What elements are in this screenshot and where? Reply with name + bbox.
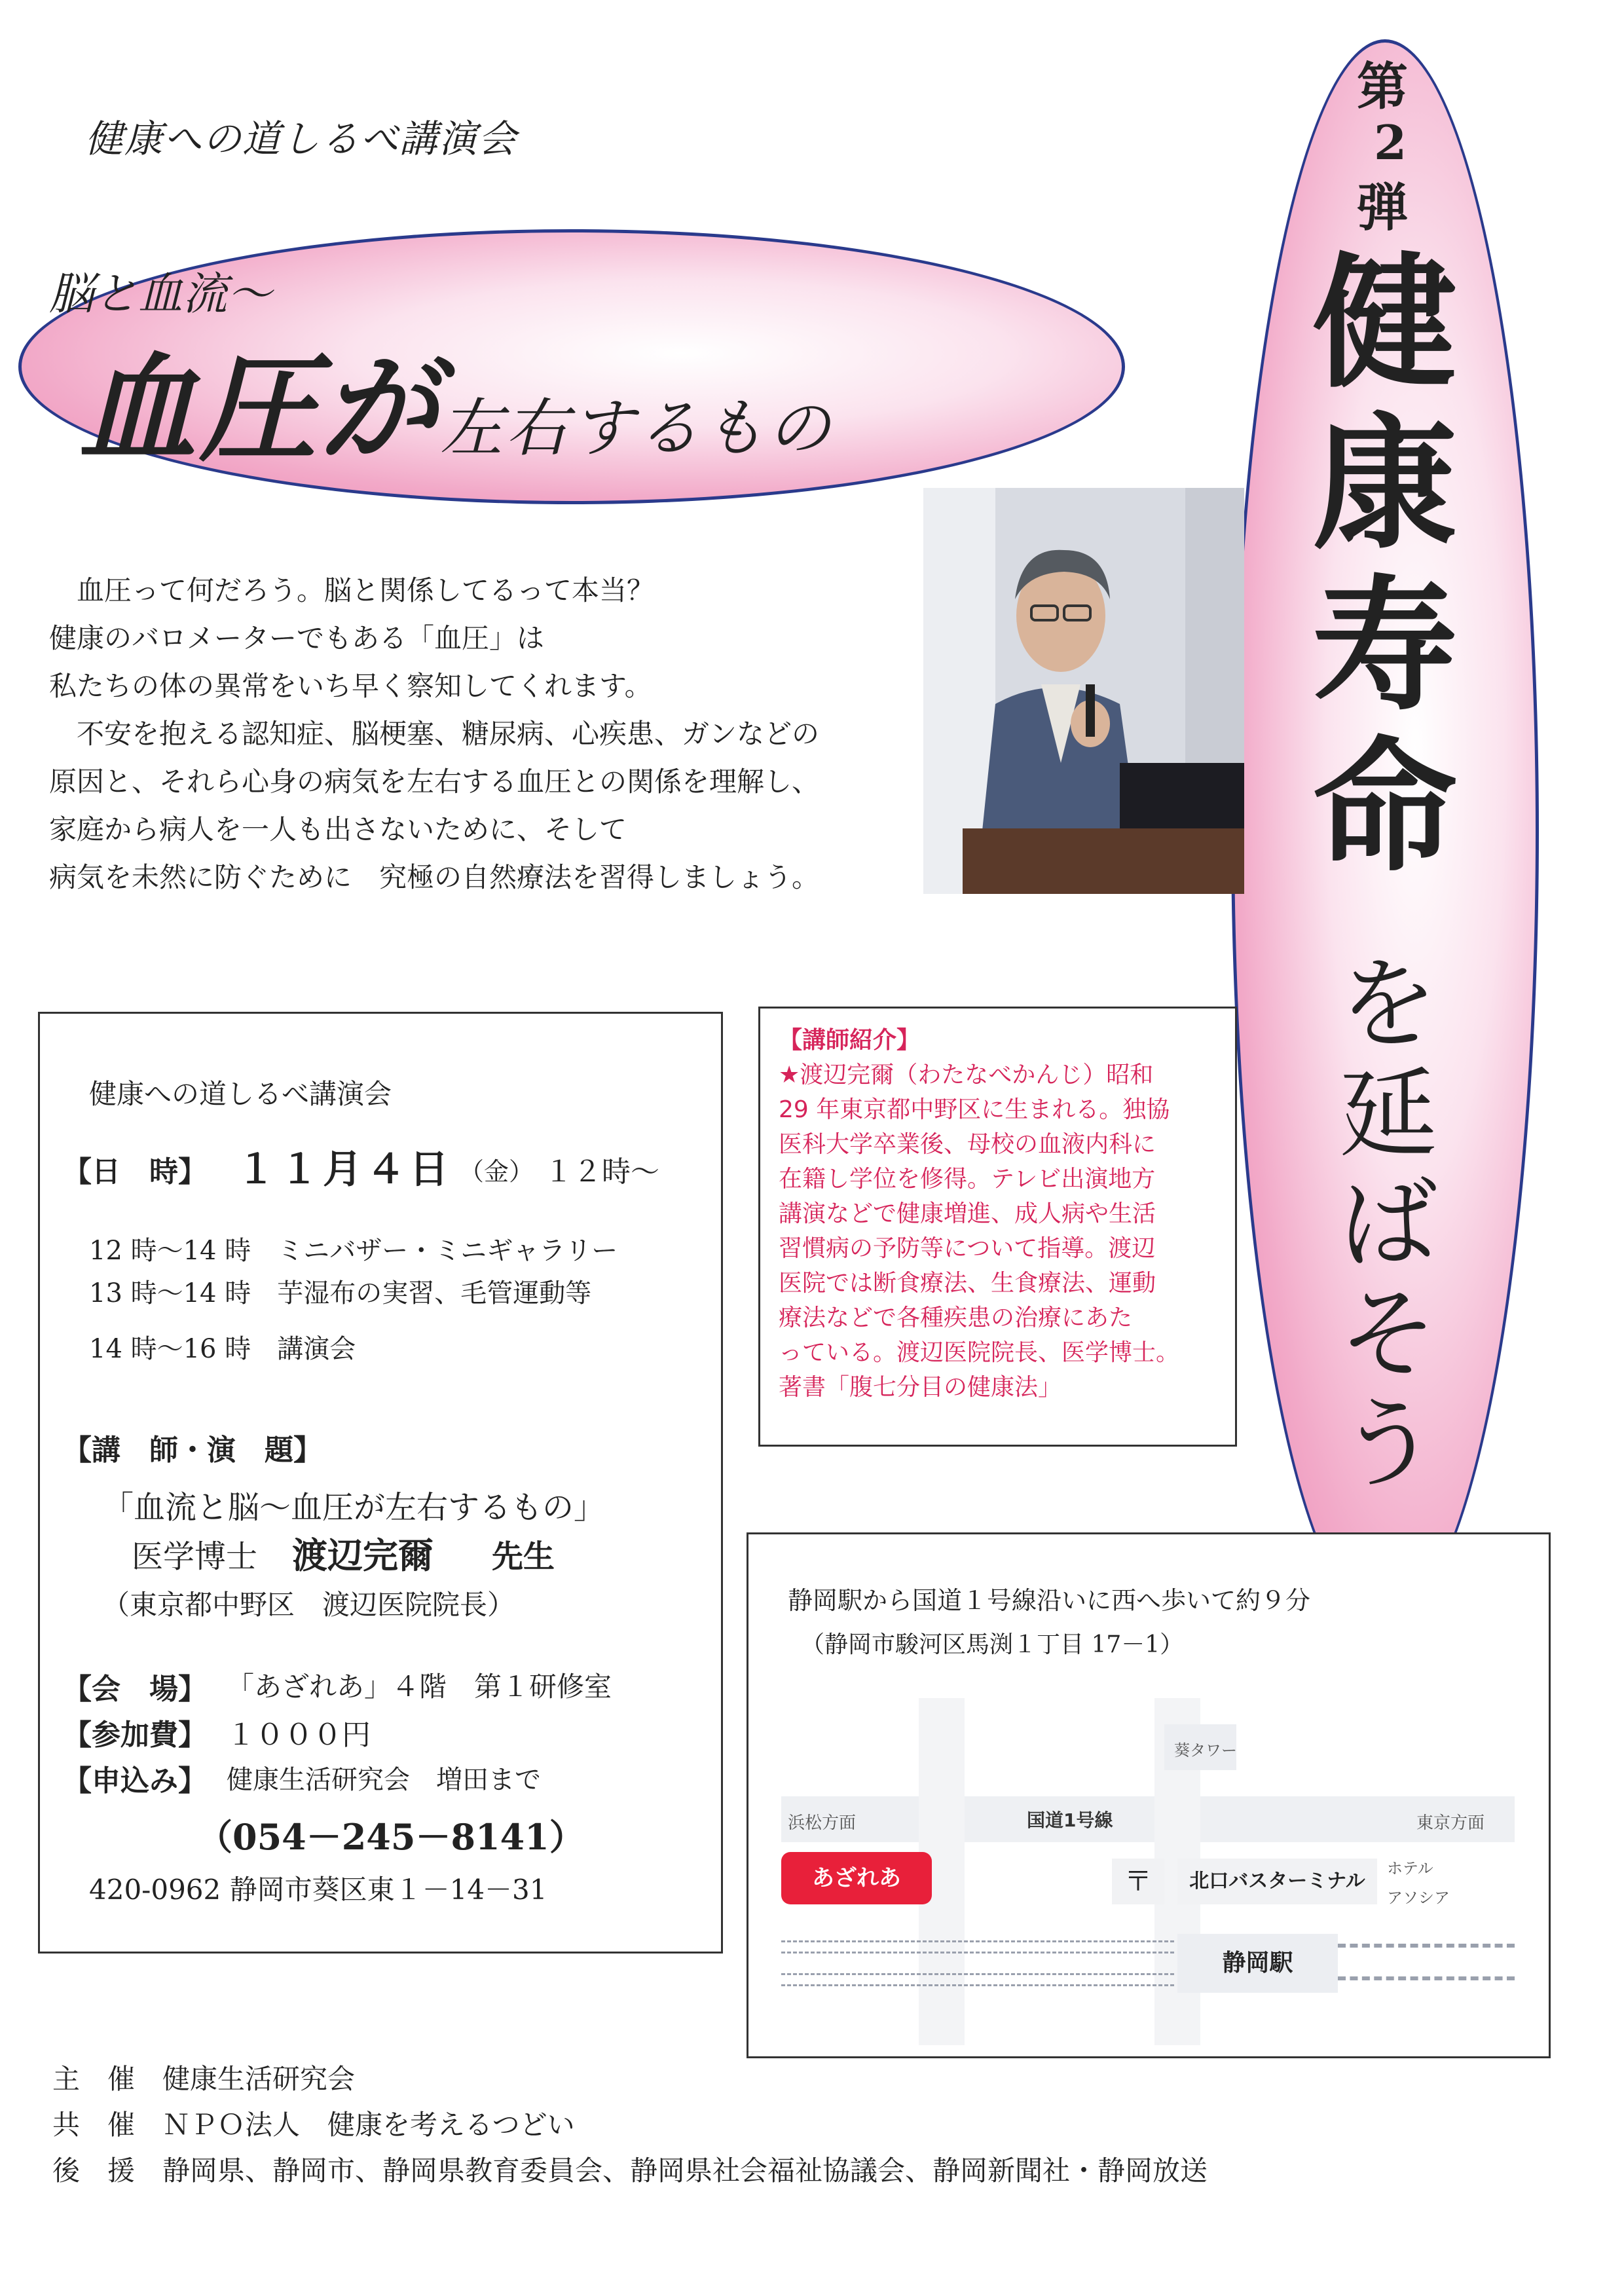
fee: １０００円 bbox=[227, 1718, 371, 1752]
title-subtitle: 脳と血流～ bbox=[49, 268, 272, 320]
series-label: 健康への道しるべ講演会 bbox=[85, 117, 518, 161]
venue-label: 【会 場】 bbox=[63, 1673, 207, 1706]
credits bbox=[52, 2056, 1208, 2194]
credit-co-organizer bbox=[52, 2102, 1208, 2148]
address: 420-0962 静岡市葵区東１－14－31 bbox=[89, 1874, 547, 1906]
hotel-label-2: アソシア bbox=[1387, 1889, 1450, 1907]
intro-line: 原因と、それら心身の病気を左右する血圧との関係を理解し、 bbox=[49, 766, 820, 798]
lecturer-line: ★渡辺完爾（わたなべかんじ）昭和 bbox=[779, 1062, 1154, 1088]
lecturer-intro-box bbox=[758, 1007, 1237, 1447]
hamamatsu-label: 浜松方面 bbox=[788, 1813, 857, 1833]
schedule-item: 13 時～14 時 芋湿布の実習、毛管運動等 bbox=[89, 1278, 592, 1308]
lecturer-line: 医院では断食療法、生食療法、運動 bbox=[779, 1270, 1156, 1297]
slogan-char: 健 bbox=[1312, 238, 1457, 407]
speaker-name: 渡辺完爾 bbox=[292, 1534, 434, 1576]
phone-number: （054－245－8141） bbox=[197, 1816, 585, 1858]
railway-line bbox=[781, 1973, 1174, 1986]
route1-road bbox=[781, 1796, 1515, 1842]
intro-line: 病気を未然に防ぐために 究極の自然療法を習得しましょう。 bbox=[49, 861, 820, 893]
event-details-box bbox=[38, 1012, 723, 1953]
event-weekday: （金） bbox=[459, 1157, 534, 1186]
schedule-item: 12 時～14 時 ミニバザー・ミニギャラリー bbox=[89, 1236, 618, 1266]
title-main bbox=[79, 340, 834, 478]
lecturer-line: 在籍し学位を修得。テレビ出演地方 bbox=[779, 1166, 1156, 1193]
shizuoka-station-label: 静岡駅 bbox=[1177, 1934, 1338, 1993]
speaker-suffix: 先生 bbox=[492, 1538, 555, 1575]
slogan-char: 延 bbox=[1338, 1058, 1437, 1172]
event-heading: 健康への道しるべ講演会 bbox=[89, 1078, 392, 1110]
credit-organizer bbox=[52, 2056, 1208, 2102]
schedule-item: 14 時～16 時 講演会 bbox=[89, 1334, 356, 1364]
event-date: １１月４日 bbox=[236, 1147, 452, 1193]
datetime-label: 【日 時】 bbox=[63, 1155, 207, 1189]
slogan-char: ば bbox=[1338, 1168, 1437, 1282]
bus-terminal-label: 北口バスターミナル bbox=[1177, 1859, 1377, 1904]
apply-label: 【申込み】 bbox=[63, 1764, 207, 1798]
credit-label: 主 催 bbox=[52, 2063, 136, 2095]
credit-label: 後 援 bbox=[52, 2155, 136, 2187]
map-directions: 静岡駅から国道１号線沿いに西へ歩いて約９分 bbox=[788, 1586, 1311, 1615]
slogan-char: を bbox=[1338, 948, 1437, 1062]
slogan-char: 命 bbox=[1312, 722, 1457, 892]
lecturer-line: 講演などで健康増進、成人病や生活 bbox=[779, 1200, 1156, 1227]
slogan-char: そ bbox=[1338, 1278, 1437, 1392]
intro-line: 私たちの体の異常をいち早く察知してくれます。 bbox=[49, 670, 652, 702]
intro-line: 不安を抱える認知症、脳梗塞、糖尿病、心疾患、ガンなどの bbox=[49, 718, 820, 750]
intro-line: 健康のバロメーターでもある「血圧」は bbox=[49, 622, 545, 654]
slogan-char: 寿 bbox=[1312, 560, 1457, 730]
intro-line: 血圧って何だろう。脳と関係してるって本当？ bbox=[49, 574, 655, 606]
apply-to: 健康生活研究会 増田まで bbox=[227, 1765, 541, 1795]
slogan-char: う bbox=[1338, 1388, 1437, 1502]
speaker-prefix: 医学博士 bbox=[132, 1538, 258, 1575]
slogan-char: 康 bbox=[1312, 399, 1457, 569]
credit-value: ＮＰＯ法人 健康を考えるつどい bbox=[162, 2109, 575, 2141]
map-address: （静岡市駿河区馬渕１丁目 17－1） bbox=[801, 1631, 1184, 1658]
series-number-dan: 弾 bbox=[1357, 178, 1409, 238]
speaker-photo-illustration bbox=[923, 488, 1244, 894]
lecturer-line: 習慣病の予防等について指導。渡辺 bbox=[779, 1235, 1156, 1262]
title-main-small: 左右するもの bbox=[440, 392, 834, 465]
post-office-icon: 〒 bbox=[1112, 1859, 1164, 1904]
lecturer-heading: 【講師紹介】 bbox=[779, 1027, 921, 1054]
railway-line bbox=[781, 1940, 1174, 1953]
title-main-large: 血圧が bbox=[79, 340, 441, 478]
series-number-dai: 第 bbox=[1357, 57, 1409, 117]
venue: 「あざれあ」４階 第１研修室 bbox=[227, 1671, 612, 1703]
lecturer-line: 療法などで各種疾患の治療にあた bbox=[779, 1305, 1133, 1331]
lecture-title: 「血流と脳～血圧が左右するもの」 bbox=[102, 1489, 606, 1526]
intro-line: 家庭から病人を一人も出さないために、そして bbox=[49, 813, 627, 845]
credit-value: 静岡県、静岡市、静岡県教育委員会、静岡県社会福祉協議会、静岡新聞社・静岡放送 bbox=[162, 2155, 1208, 2187]
lecturer-intro bbox=[779, 1023, 1224, 1405]
credit-supporters bbox=[52, 2148, 1208, 2194]
tokyo-label: 東京方面 bbox=[1416, 1813, 1485, 1833]
route1-label: 国道1号線 bbox=[1027, 1809, 1113, 1831]
azalea-marker: あざれあ bbox=[781, 1852, 932, 1904]
speaker-label: 【講 師・演 題】 bbox=[63, 1434, 322, 1467]
series-number: 2 bbox=[1374, 115, 1407, 170]
fee-label: 【参加費】 bbox=[63, 1718, 207, 1752]
aoi-tower-label: 葵タワー bbox=[1174, 1741, 1237, 1760]
intro-text bbox=[49, 566, 920, 901]
speaker-affiliation: （東京都中野区 渡辺医院院長） bbox=[102, 1589, 515, 1621]
speaker-photo bbox=[923, 488, 1244, 894]
slogan-large bbox=[1306, 238, 1464, 892]
railway-line bbox=[1338, 1944, 1515, 1957]
credit-value: 健康生活研究会 bbox=[162, 2063, 356, 2095]
lecturer-line: 医科大学卒業後、母校の血液内科に bbox=[779, 1131, 1156, 1158]
lecturer-line: 著書「腹七分目の健康法」 bbox=[779, 1374, 1062, 1401]
lecturer-line: っている。渡辺医院院長、医学博士。 bbox=[779, 1339, 1180, 1366]
lecturer-line: 29 年東京都中野区に生まれる。独協 bbox=[779, 1096, 1170, 1123]
hotel-label-1: ホテル bbox=[1387, 1859, 1433, 1878]
slogan-small bbox=[1336, 950, 1441, 1500]
access-map bbox=[747, 1532, 1551, 2058]
railway-line bbox=[1338, 1976, 1515, 1990]
event-start-time: １２時～ bbox=[544, 1155, 659, 1189]
credit-label: 共 催 bbox=[52, 2109, 136, 2141]
